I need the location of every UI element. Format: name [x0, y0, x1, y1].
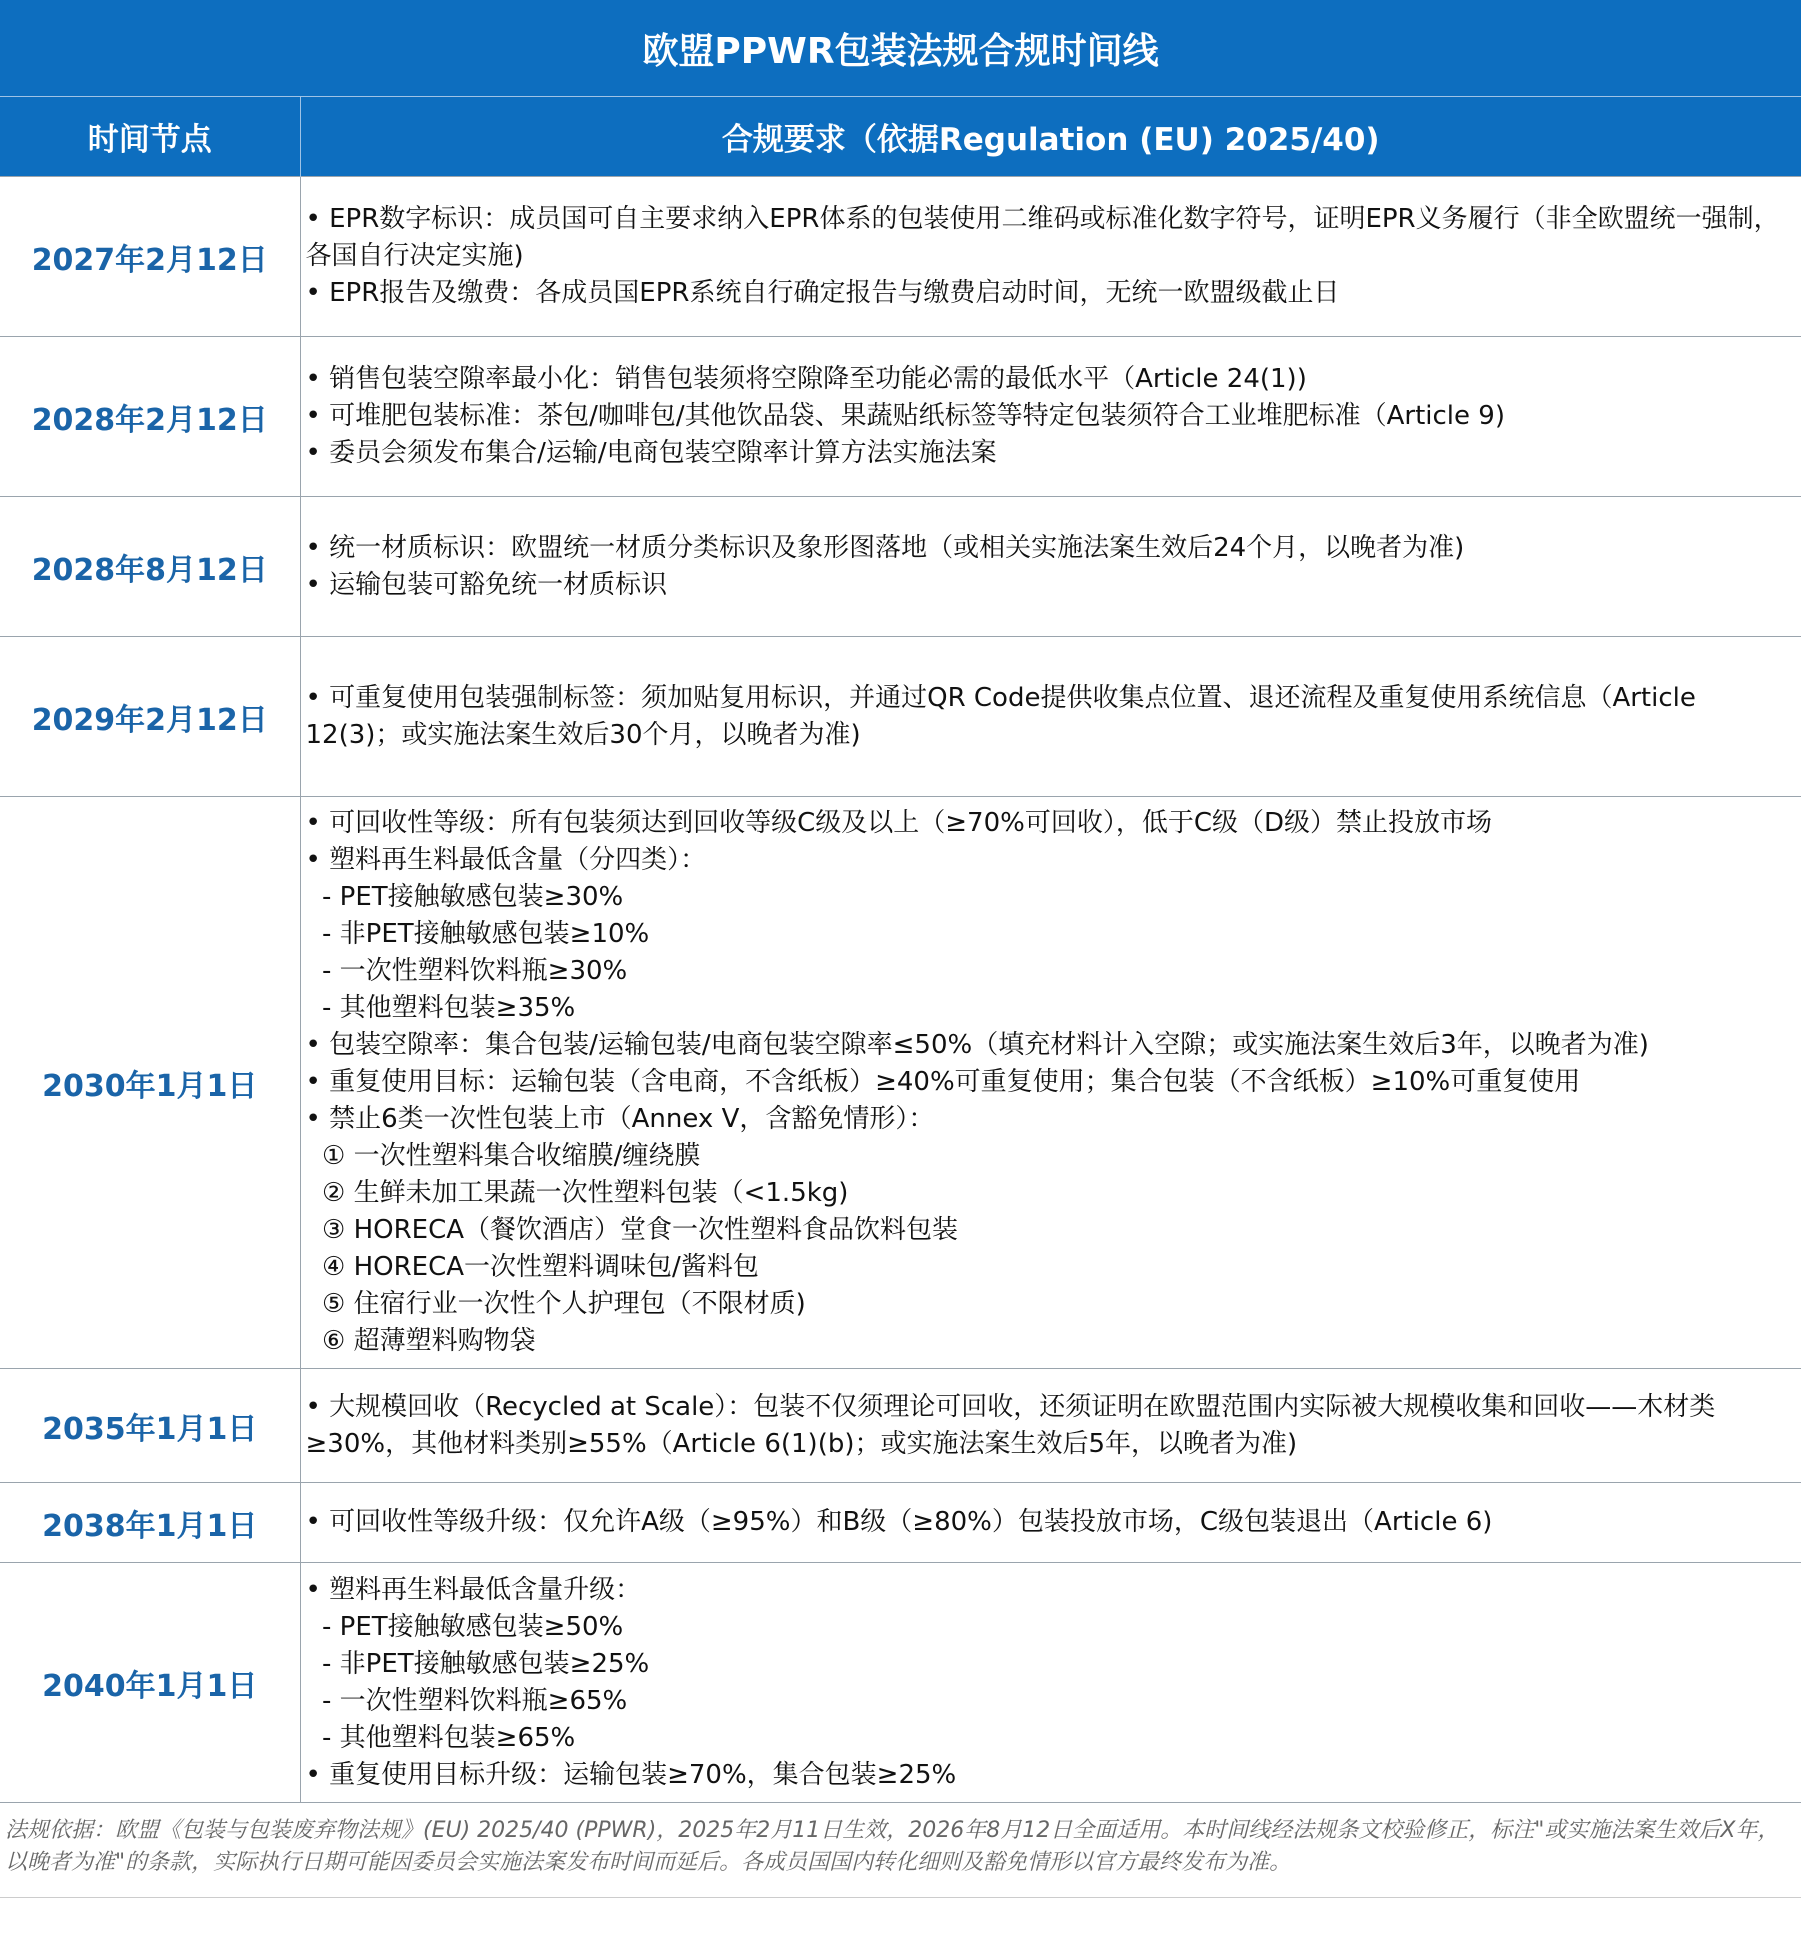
milestone-date: 2040年1月1日 — [0, 1563, 300, 1803]
requirement-line: - 非PET接触敏感包装≥25% — [305, 1648, 650, 1679]
requirement-cell — [300, 177, 1801, 337]
requirement-line: - 一次性塑料饮料瓶≥65% — [305, 1685, 628, 1716]
requirement-cell — [300, 337, 1801, 497]
requirement-line: • 运输包装可豁免统一材质标识 — [305, 569, 668, 600]
requirement-cell — [300, 797, 1801, 1369]
table-row — [0, 497, 1801, 637]
requirement-line: - 其他塑料包装≥65% — [305, 1722, 576, 1753]
milestone-date: 2028年8月12日 — [0, 497, 300, 637]
footnote: 法规依据：欧盟《包装与包装废弃物法规》(EU) 2025/40 (PPWR)，2025年2月11日生效，2026年8月12日全面适用。本时间线经法规条文校验修正，标注"或实施法案生效后X年，以晚者为准"的条款，实际执行日期可能因委员会实施法案发布时间而延后。各成员国国内转化细则及豁免情形以官方最终发布为准。 — [5, 1818, 1780, 1875]
requirement-line: • 委员会须发布集合/运输/电商包装空隙率计算方法实施法案 — [305, 438, 997, 468]
requirement-line: ③ HORECA（餐饮酒店）堂食一次性塑料食品饮料包装 — [305, 1215, 959, 1245]
table-row — [0, 337, 1801, 497]
milestone-date: 2029年2月12日 — [0, 637, 300, 797]
requirement-line: • 可重复使用包装强制标签：须加贴复用标识，并通过QR Code提供收集点位置、退还流程及重复使用系统信息（Article 12(3)；或实施法案生效后30个月，以晚者为准) — [305, 682, 1705, 750]
table-row — [0, 1483, 1801, 1563]
requirement-line: ① 一次性塑料集合收缩膜/缠绕膜 — [305, 1141, 701, 1171]
requirement-line: - PET接触敏感包装≥30% — [305, 882, 624, 912]
requirement-line: • 可回收性等级升级：仅允许A级（≥95%）和B级（≥80%）包装投放市场，C级包装退出（Article 6) — [305, 1507, 1493, 1537]
requirement-cell — [300, 1369, 1801, 1483]
requirement-line: • 塑料再生料最低含量（分四类）： — [305, 845, 707, 875]
milestone-date: 2027年2月12日 — [0, 177, 300, 337]
milestone-date: 2035年1月1日 — [0, 1369, 300, 1483]
table-row — [0, 1369, 1801, 1483]
milestone-date: 2028年2月12日 — [0, 337, 300, 497]
requirement-line: • 重复使用目标升级：运输包装≥70%，集合包装≥25% — [305, 1759, 957, 1790]
requirement-line: • 禁止6类一次性包装上市（Annex V，含豁免情形）： — [305, 1104, 935, 1134]
requirement-line: ⑤ 住宿行业一次性个人护理包（不限材质) — [305, 1289, 806, 1319]
requirement-cell — [300, 1563, 1801, 1803]
document-title: 欧盟PPWR包装法规合规时间线 — [0, 0, 1801, 97]
requirement-line: ④ HORECA一次性塑料调味包/酱料包 — [305, 1252, 759, 1282]
requirement-line: • EPR报告及缴费：各成员国EPR系统自行确定报告与缴费启动时间，无统一欧盟级截止日 — [305, 278, 1340, 308]
requirement-column-header: 合规要求（依据Regulation (EU) 2025/40) — [300, 97, 1801, 177]
requirement-line: - 非PET接触敏感包装≥10% — [305, 919, 650, 949]
requirement-line: • 重复使用目标：运输包装（含电商，不含纸板）≥40%可重复使用；集合包装（不含纸板）≥10%可重复使用 — [305, 1067, 1581, 1097]
requirement-line: ⑥ 超薄塑料购物袋 — [305, 1326, 536, 1356]
requirement-cell — [300, 637, 1801, 797]
requirement-line: - PET接触敏感包装≥50% — [305, 1611, 624, 1642]
table-row — [0, 1563, 1801, 1803]
time-column-header: 时间节点 — [0, 97, 300, 177]
requirement-line: • 统一材质标识：欧盟统一材质分类标识及象形图落地（或相关实施法案生效后24个月，以晚者为准) — [305, 532, 1465, 563]
requirement-line: • 大规模回收（Recycled at Scale）：包装不仅须理论可回收，还须证明在欧盟范围内实际被大规模收集和回收——木材类≥30%，其他材料类别≥55%（Article 6(1)(b)；或实施法案生效后5年，以晚者为准) — [305, 1391, 1716, 1459]
timeline-table — [0, 97, 1801, 1803]
footer-divider — [0, 1897, 1801, 1898]
milestone-date: 2030年1月1日 — [0, 797, 300, 1369]
requirement-cell — [300, 1483, 1801, 1563]
requirement-line: - 其他塑料包装≥35% — [305, 993, 576, 1023]
milestone-date: 2038年1月1日 — [0, 1483, 300, 1563]
requirement-line: - 一次性塑料饮料瓶≥30% — [305, 956, 628, 986]
table-row — [0, 797, 1801, 1369]
requirement-line: • 可回收性等级：所有包装须达到回收等级C级及以上（≥70%可回收），低于C级（D级）禁止投放市场 — [305, 808, 1493, 838]
requirement-line: • 包装空隙率：集合包装/运输包装/电商包装空隙率≤50%（填充材料计入空隙；或实施法案生效后3年，以晚者为准) — [305, 1030, 1649, 1060]
requirement-line: • 可堆肥包装标准：茶包/咖啡包/其他饮品袋、果蔬贴纸标签等特定包装须符合工业堆肥标准（Article 9) — [305, 401, 1505, 431]
table-row — [0, 177, 1801, 337]
requirement-line: ② 生鲜未加工果蔬一次性塑料包装（<1.5kg) — [305, 1178, 849, 1208]
requirement-cell — [300, 497, 1801, 637]
requirement-line: • EPR数字标识：成员国可自主要求纳入EPR体系的包装使用二维码或标准化数字符号，证明EPR义务履行（非全欧盟统一强制，各国自行决定实施) — [305, 204, 1780, 271]
requirement-line: • 塑料再生料最低含量升级： — [305, 1574, 642, 1605]
requirement-line: • 销售包装空隙率最小化：销售包装须将空隙降至功能必需的最低水平（Article 24(1)) — [305, 364, 1307, 394]
table-row — [0, 637, 1801, 797]
table-header-row — [0, 97, 1801, 177]
